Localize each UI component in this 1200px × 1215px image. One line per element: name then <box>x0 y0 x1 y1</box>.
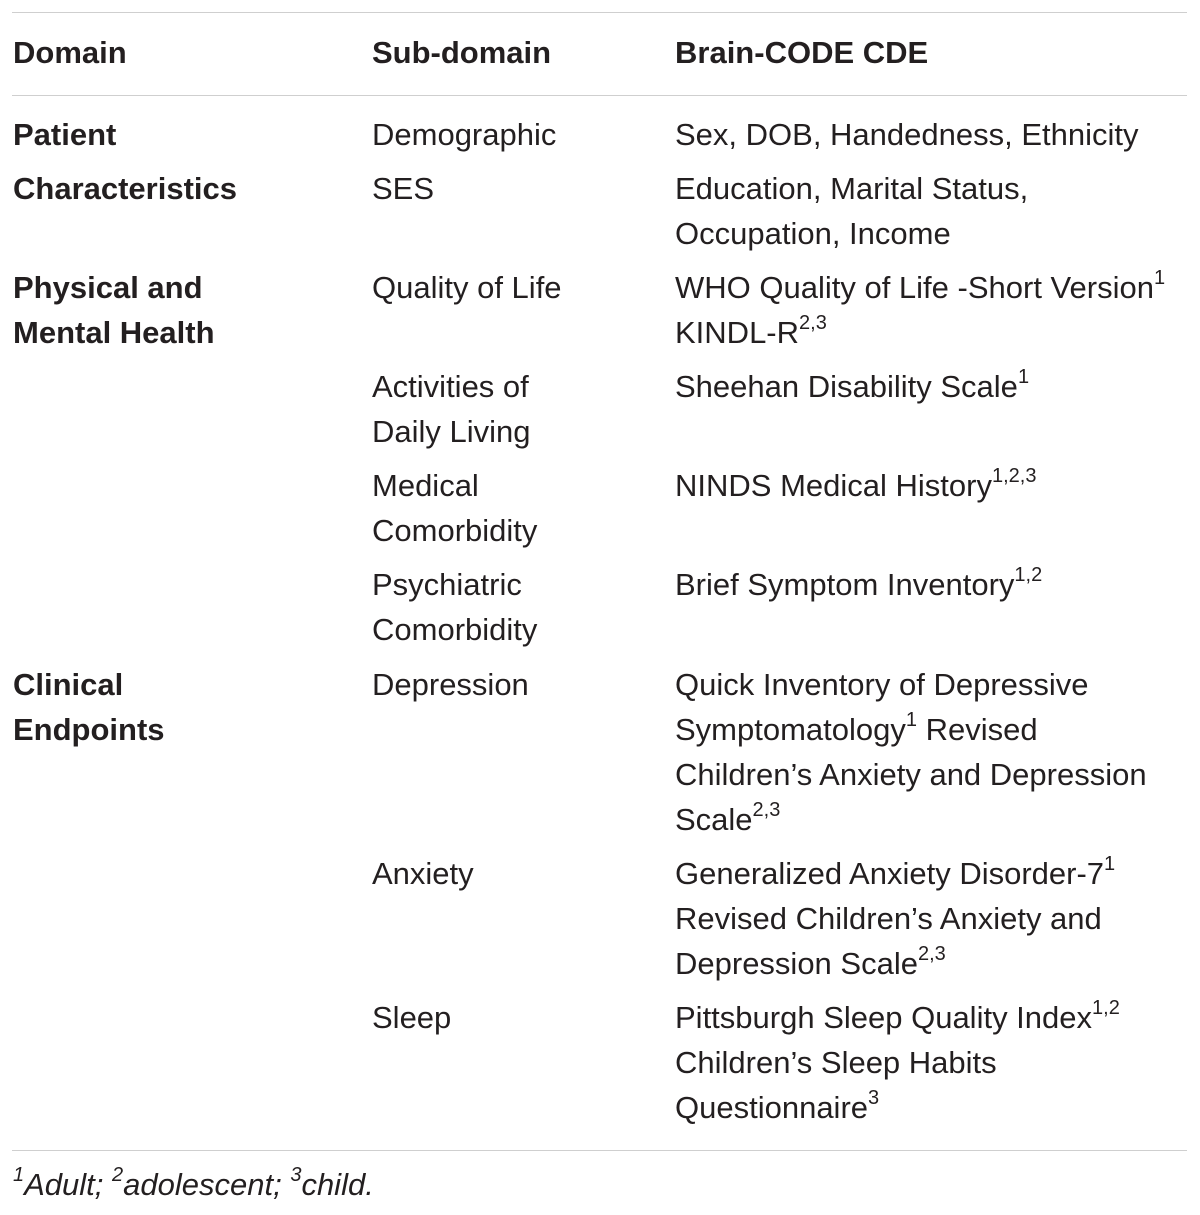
subdomain-adl-line2: Daily Living <box>372 414 531 449</box>
table-footnote: $^1$Adult; $^2$adolescent; $^3$child. <box>13 1163 374 1202</box>
cde-anxiety-line3: Depression Scale$^{2,3}$ <box>675 942 946 981</box>
table-top-rule <box>12 12 1187 13</box>
domain-physical-line1: Physical and <box>13 270 203 305</box>
subdomain-ses: SES <box>372 171 435 206</box>
header-domain: Domain <box>13 35 127 70</box>
subdomain-demographic: Demographic <box>372 117 557 152</box>
domain-patient-line1: Patient <box>13 117 117 152</box>
cde-medical: NINDS Medical History$^{1,2,3}$ <box>675 464 1037 503</box>
header-cde: Brain-CODE CDE <box>675 35 929 70</box>
subdomain-psychiatric-line1: Psychiatric <box>372 567 522 602</box>
domain-physical-line2: Mental Health <box>13 315 215 350</box>
cde-depression-line3: Children’s Anxiety and Depression <box>675 757 1147 792</box>
header-rule <box>12 95 1187 96</box>
cde-demographic: Sex, DOB, Handedness, Ethnicity <box>675 117 1139 152</box>
subdomain-medical-line1: Medical <box>372 468 479 503</box>
cde-sleep-line3: Questionnaire$^3$ <box>675 1086 880 1125</box>
cde-qol-line1: WHO Quality of Life -Short Version$^1$ <box>675 266 1166 305</box>
header-sub-domain: Sub-domain <box>372 35 552 70</box>
cde-ses-line1: Education, Marital Status, <box>675 171 1029 206</box>
cde-anxiety-line2: Revised Children’s Anxiety and <box>675 901 1102 936</box>
cde-depression-line4: Scale$^{2,3}$ <box>675 798 781 837</box>
domain-clinical-line1: Clinical <box>13 667 124 702</box>
domain-clinical-line2: Endpoints <box>13 712 165 747</box>
subdomain-adl-line1: Activities of <box>372 369 529 404</box>
subdomain-quality-of-life: Quality of Life <box>372 270 562 305</box>
cde-anxiety-line1: Generalized Anxiety Disorder-$7^1$ <box>675 852 1116 891</box>
cde-sleep-line2: Children’s Sleep Habits <box>675 1045 997 1080</box>
cde-qol-line2: KINDL-$R^{2,3}$ <box>675 311 827 350</box>
subdomain-psychiatric-line2: Comorbidity <box>372 612 538 647</box>
domain-patient-line2: Characteristics <box>13 171 238 206</box>
cde-depression-line1: Quick Inventory of Depressive <box>675 667 1089 702</box>
cde-adl: Sheehan Disability Scale$^1$ <box>675 365 1030 404</box>
subdomain-depression: Depression <box>372 667 529 702</box>
subdomain-medical-line2: Comorbidity <box>372 513 538 548</box>
subdomain-anxiety: Anxiety <box>372 856 474 891</box>
cde-depression-line2: Symptomatology$^1$ Revised <box>675 708 1038 747</box>
table-bottom-rule <box>12 1150 1187 1151</box>
cde-sleep-line1: Pittsburgh Sleep Quality Index$^{1,2}$ <box>675 996 1120 1035</box>
subdomain-sleep: Sleep <box>372 1000 452 1035</box>
cde-psychiatric: Brief Symptom Inventory$^{1,2}$ <box>675 563 1043 602</box>
cde-ses-line2: Occupation, Income <box>675 216 951 251</box>
